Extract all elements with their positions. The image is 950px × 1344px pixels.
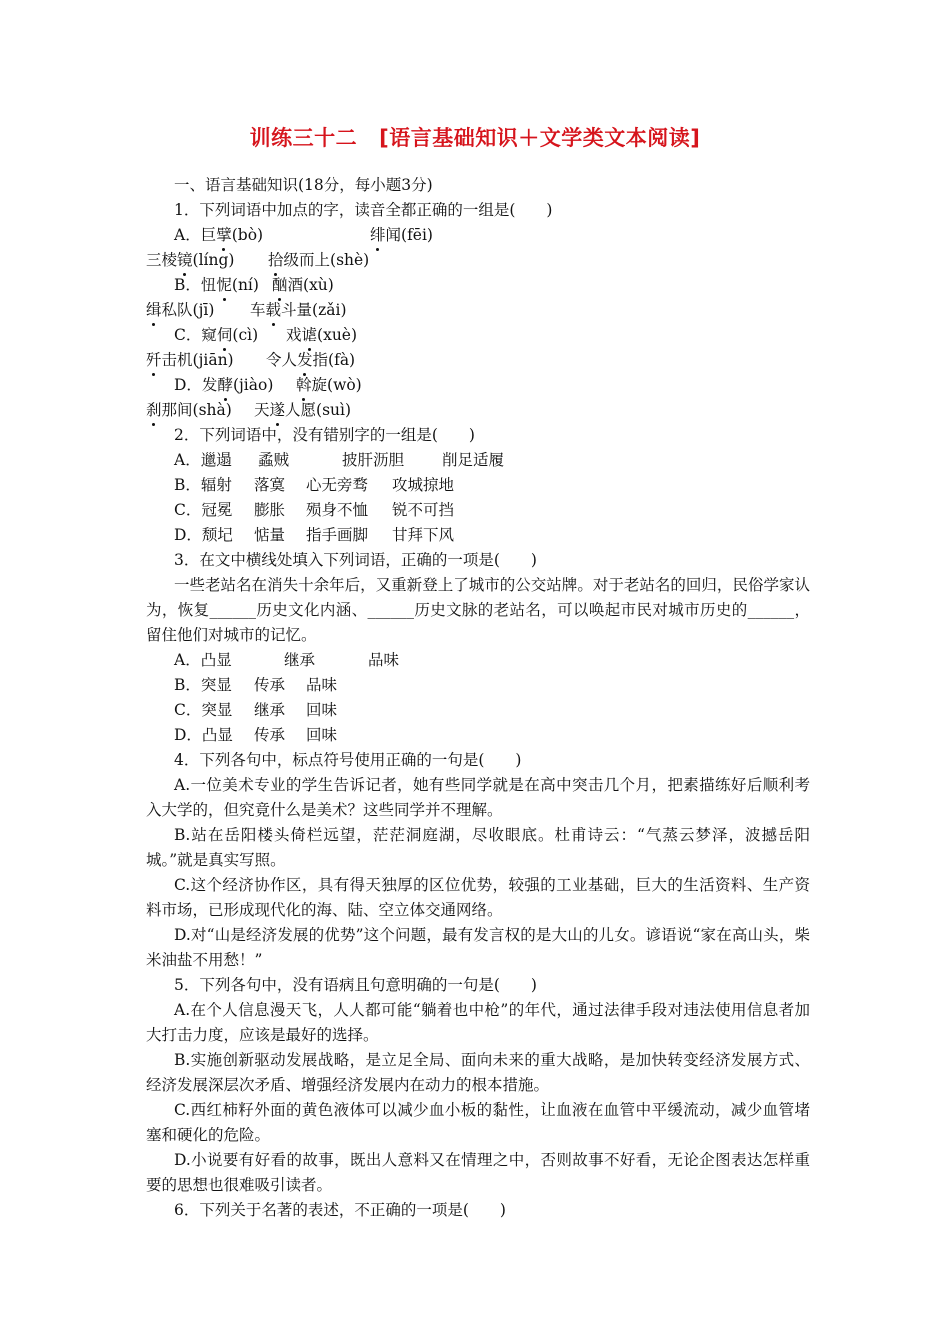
q1-option-b-line1 [146, 273, 810, 298]
q1-option-c-line2 [146, 348, 810, 373]
q1-a-word3: 三棱镜(líng) [146, 248, 268, 273]
q1-b-word1: B．忸怩(ní) [174, 273, 272, 298]
q3-option-a: A．凸显 继承 品味 [174, 651, 400, 669]
q5-option-b: B.实施创新驱动发展战略，是立足全局、面向未来的重大战略，是加快转变经济发展方式、经济发展深层次矛盾、增强经济发展内在动力的根本措施。 [146, 1051, 810, 1094]
q2-option-b: B．辐射 落寞 心无旁骛 攻城掠地 [174, 476, 455, 494]
page-title [0, 122, 950, 152]
question-6-stem: 6．下列关于名著的表述，不正确的一项是( ) [174, 1201, 506, 1219]
q1-option-d-line2 [146, 398, 810, 423]
q4-option-a: A.一位美术专业的学生告诉记者，她有些同学就是在高中突击几个月，把素描练好后顺利考入大学的，但究竟什么是美术？这些同学并不理解。 [146, 776, 810, 819]
q1-c-word1: C．窥伺(cì) [174, 323, 286, 348]
q1-a-word2: 绯闻(fēi) [370, 223, 433, 248]
section-heading: 一、语言基础知识(18分，每小题3分) [174, 176, 433, 194]
q1-option-d-line1 [146, 373, 810, 398]
q1-c-word4: 令人发指(fà) [266, 348, 355, 373]
q1-c-word2: 戏谑(xuè) [286, 323, 357, 348]
q1-option-c-line1 [146, 323, 810, 348]
q1-d-word4: 天遂人愿(suì) [254, 398, 351, 423]
q1-c-word3: 歼击机(jiān) [146, 348, 266, 373]
q5-option-c: C.西红柿籽外面的黄色液体可以减少血小板的黏性，让血液在血管中平缓流动，减少血管堵塞和硬化的危险。 [146, 1101, 810, 1144]
question-4-stem: 4．下列各句中，标点符号使用正确的一句是( ) [174, 751, 522, 769]
question-3-stem: 3．在文中横线处填入下列词语，正确的一项是( ) [174, 551, 537, 569]
q4-option-d: D.对“山是经济发展的优势”这个问题，最有发言权的是大山的儿女。谚语说“家在高山头，柴米油盐不用愁！” [146, 926, 810, 969]
q3-option-b: B．突显 传承 品味 [174, 676, 338, 694]
q5-option-a: A.在个人信息漫天飞，人人都可能“躺着也中枪”的年代，通过法律手段对违法使用信息者加大打击力度，应该是最好的选择。 [146, 1001, 810, 1044]
q1-d-word2: 斡旋(wò) [296, 373, 362, 398]
q1-a-word1: A．巨擘(bò) [174, 223, 370, 248]
q1-b-word4: 车载斗量(zǎi) [250, 298, 347, 323]
q1-d-word1: D．发酵(jiào) [174, 373, 296, 398]
question-5-stem: 5．下列各句中，没有语病且句意明确的一句是( ) [174, 976, 537, 994]
q4-option-b: B.站在岳阳楼头倚栏远望，茫茫洞庭湖，尽收眼底。杜甫诗云：“气蒸云梦泽，波撼岳阳城。”就是真实写照。 [146, 826, 810, 869]
title-main: 训练三十二 [249, 126, 358, 150]
q3-passage: 一些老站名在消失十余年后，又重新登上了城市的公交站牌。对于老站名的回归，民俗学家认为，恢复______历史文化内涵、______历史文脉的老站名，可以唤起市民对城市历史的______，留住他们对城市的记忆。 [146, 576, 810, 644]
q4-option-c: C.这个经济协作区，具有得天独厚的区位优势，较强的工业基础，巨大的生活资料、生产资料市场，已形成现代化的海、陆、空立体交通网络。 [146, 876, 810, 919]
q1-a-word4: 拾级而上(shè) [268, 248, 369, 273]
title-subject: [语言基础知识＋文学类文本阅读] [379, 126, 701, 150]
q2-option-a: A．邋遢 蟊贼 披肝沥胆 削足适履 [174, 451, 505, 469]
q1-option-a-line2 [146, 248, 810, 273]
document-body [146, 173, 810, 1223]
q1-option-a-line1 [146, 223, 810, 248]
q1-b-word2: 酗酒(xù) [272, 273, 334, 298]
question-1-stem: 1．下列词语中加点的字，读音全都正确的一组是( ) [174, 201, 553, 219]
q3-option-d: D．凸显 传承 回味 [174, 726, 338, 744]
q1-d-word3: 刹那间(shà) [146, 398, 254, 423]
q2-option-c: C．冠冕 膨胀 殒身不恤 锐不可挡 [174, 501, 455, 519]
q2-option-d: D．颓圮 惦量 指手画脚 甘拜下风 [174, 526, 455, 544]
question-2-stem: 2．下列词语中，没有错别字的一组是( ) [174, 426, 475, 444]
q3-option-c: C．突显 继承 回味 [174, 701, 338, 719]
q1-option-b-line2 [146, 298, 810, 323]
q5-option-d: D.小说要有好看的故事，既出人意料又在情理之中，否则故事不好看，无论企图表达怎样重要的思想也很难吸引读者。 [146, 1151, 810, 1194]
q1-b-word3: 缉私队(jī) [146, 298, 250, 323]
